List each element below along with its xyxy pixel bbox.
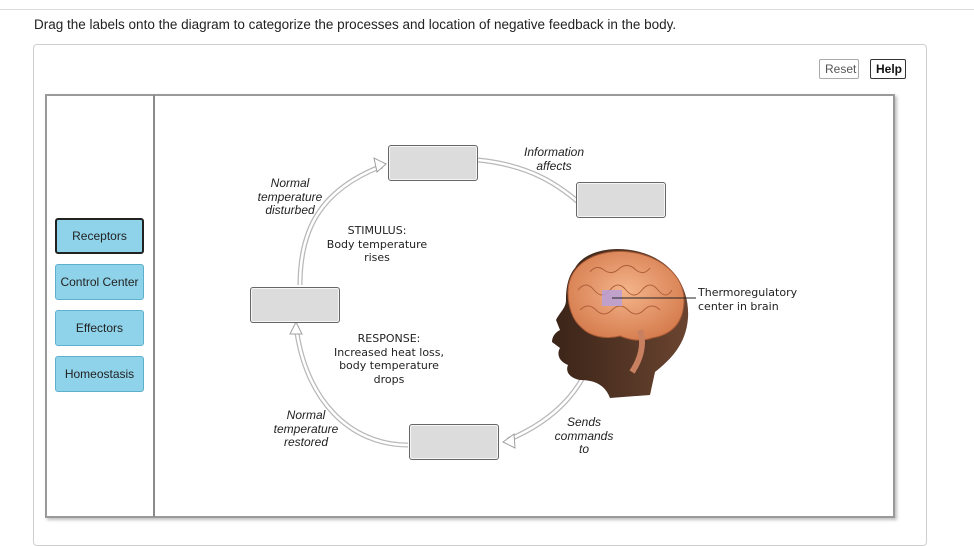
label-effectors[interactable]: Effectors — [55, 310, 144, 346]
help-button[interactable]: Help — [870, 59, 906, 79]
caption-sends-commands: Sends commands to — [554, 415, 614, 456]
caption-normal-restored: Normal temperature restored — [273, 408, 339, 449]
caption-normal-disturbed: Normal temperature disturbed — [257, 176, 323, 217]
caption-information-affects: Information affects — [523, 145, 585, 173]
label-homeostasis[interactable]: Homeostasis — [55, 356, 144, 392]
label-control-center[interactable]: Control Center — [55, 264, 144, 300]
caption-response: RESPONSE: Increased heat loss, body temperature drops — [333, 332, 445, 386]
reset-button[interactable]: Reset — [819, 59, 859, 79]
head-illustration — [552, 249, 688, 398]
drop-target-right[interactable] — [576, 182, 666, 218]
drop-target-bottom[interactable] — [409, 424, 499, 460]
drop-target-left[interactable] — [250, 287, 340, 323]
loop-arrows — [296, 160, 598, 445]
instruction-text: Drag the labels onto the diagram to categorize the processes and location of negative feedback in the body. — [34, 17, 677, 32]
label-receptors[interactable]: Receptors — [55, 218, 144, 254]
caption-thermoregulatory-center: Thermoregulatory center in brain — [698, 286, 798, 313]
drop-target-top[interactable] — [388, 145, 478, 181]
caption-stimulus: STIMULUS: Body temperature rises — [326, 224, 428, 264]
